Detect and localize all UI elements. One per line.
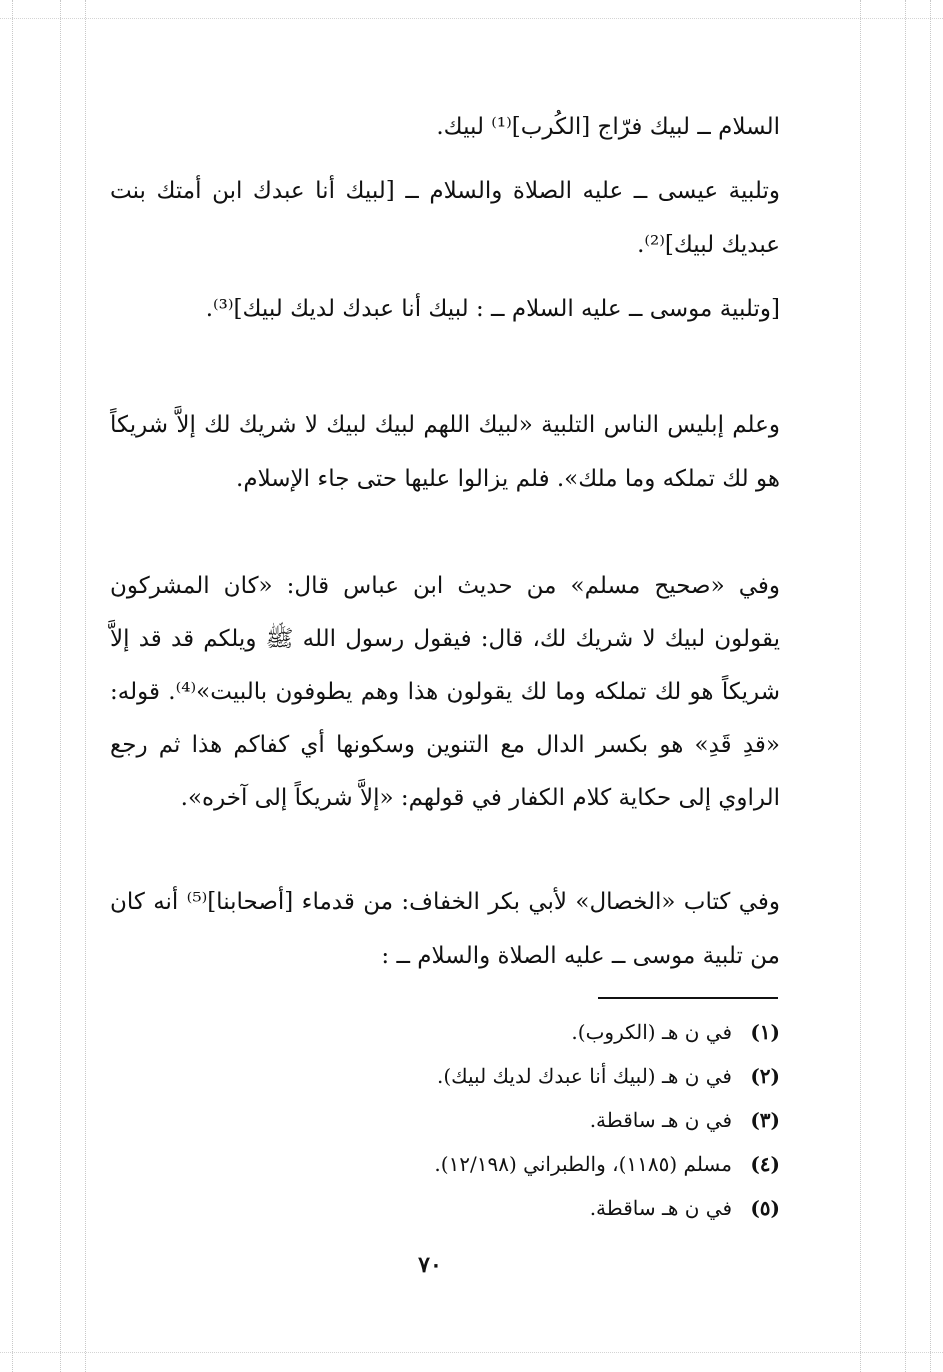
footnote-4 xyxy=(200,1142,780,1186)
scan-guide-line xyxy=(0,1352,943,1353)
scan-guide-line xyxy=(0,18,943,19)
paragraph-3: [وتلبية موسى ــ عليه السلام ــ : لبيك أنا عبدك لديك لبيك]⁽³⁾. xyxy=(205,296,780,322)
paragraph-2: وتلبية عيسى ــ عليه الصلاة والسلام ــ [لبيك أنا عبدك ابن أمتك بنت عبديك لبيك]⁽²⁾. xyxy=(110,178,780,258)
paragraph-5: وفي «صحيح مسلم» من حديث ابن عباس قال: «كان المشركون يقولون لبيك لا شريك لك، قال: فيقول رسول الله ﷺ ويلكم قد قد إلاَّ شريكاً هو لك تملكه وما لك يقولون هذا وهم يطوفون بالبيت»⁽⁴⁾. قوله: «قدِ قَدِ» هو بكسر الدال مع التنوين وسكونها أي كفاكم هذا ثم رجع الراوي إلى حكاية كلام الكفار في قولهم: «إلاَّ شريكاً إلى آخره». xyxy=(110,573,780,811)
footnote-number: (٥) xyxy=(750,1196,780,1220)
footnote-number: (١) xyxy=(750,1020,780,1044)
paragraph-6: وفي كتاب «الخصال» لأبي بكر الخفاف: من قدماء [أصحابنا]⁽⁵⁾ أنه كان من تلبية موسى ــ عليه الصلاة والسلام ــ : xyxy=(110,889,780,969)
footnote-number: (٢) xyxy=(750,1064,780,1088)
footnote-text: في ن هـ ساقطة. xyxy=(589,1196,732,1220)
footnote-text: في ن هـ (الكروب). xyxy=(571,1020,732,1044)
paragraph-1: السلام ــ لبيك فرّاج [الكُرب]⁽¹⁾ لبيك. xyxy=(436,114,780,140)
footnote-1 xyxy=(200,1010,780,1054)
scan-guide-line xyxy=(930,0,931,1372)
scan-guide-line xyxy=(85,0,86,1372)
footnotes xyxy=(200,1010,780,1230)
footnote-3 xyxy=(200,1098,780,1142)
scan-guide-line xyxy=(60,0,61,1372)
scan-guide-line xyxy=(860,0,861,1372)
footnote-text: في ن هـ ساقطة. xyxy=(589,1108,732,1132)
footnote-text: في ن هـ (لبيك أنا عبدك لديك لبيك). xyxy=(436,1064,732,1088)
footnote-2 xyxy=(200,1054,780,1098)
footnote-number: (٤) xyxy=(750,1152,780,1176)
footnote-separator xyxy=(598,997,778,999)
footnote-number: (٣) xyxy=(750,1108,780,1132)
scan-guide-line xyxy=(12,0,13,1372)
footnote-text: مسلم (١١٨٥)، والطبراني (١٢/١٩٨). xyxy=(434,1152,732,1176)
paragraph-4: وعلم إبليس الناس التلبية «لبيك اللهم لبيك لبيك لا شريك لك إلاَّ شريكاً هو لك تملكه وما ملك». فلم يزالوا عليها حتى جاء الإسلام. xyxy=(110,412,780,492)
page-number: ٧٠ xyxy=(418,1252,442,1278)
footnote-5 xyxy=(200,1186,780,1230)
scan-guide-line xyxy=(905,0,906,1372)
